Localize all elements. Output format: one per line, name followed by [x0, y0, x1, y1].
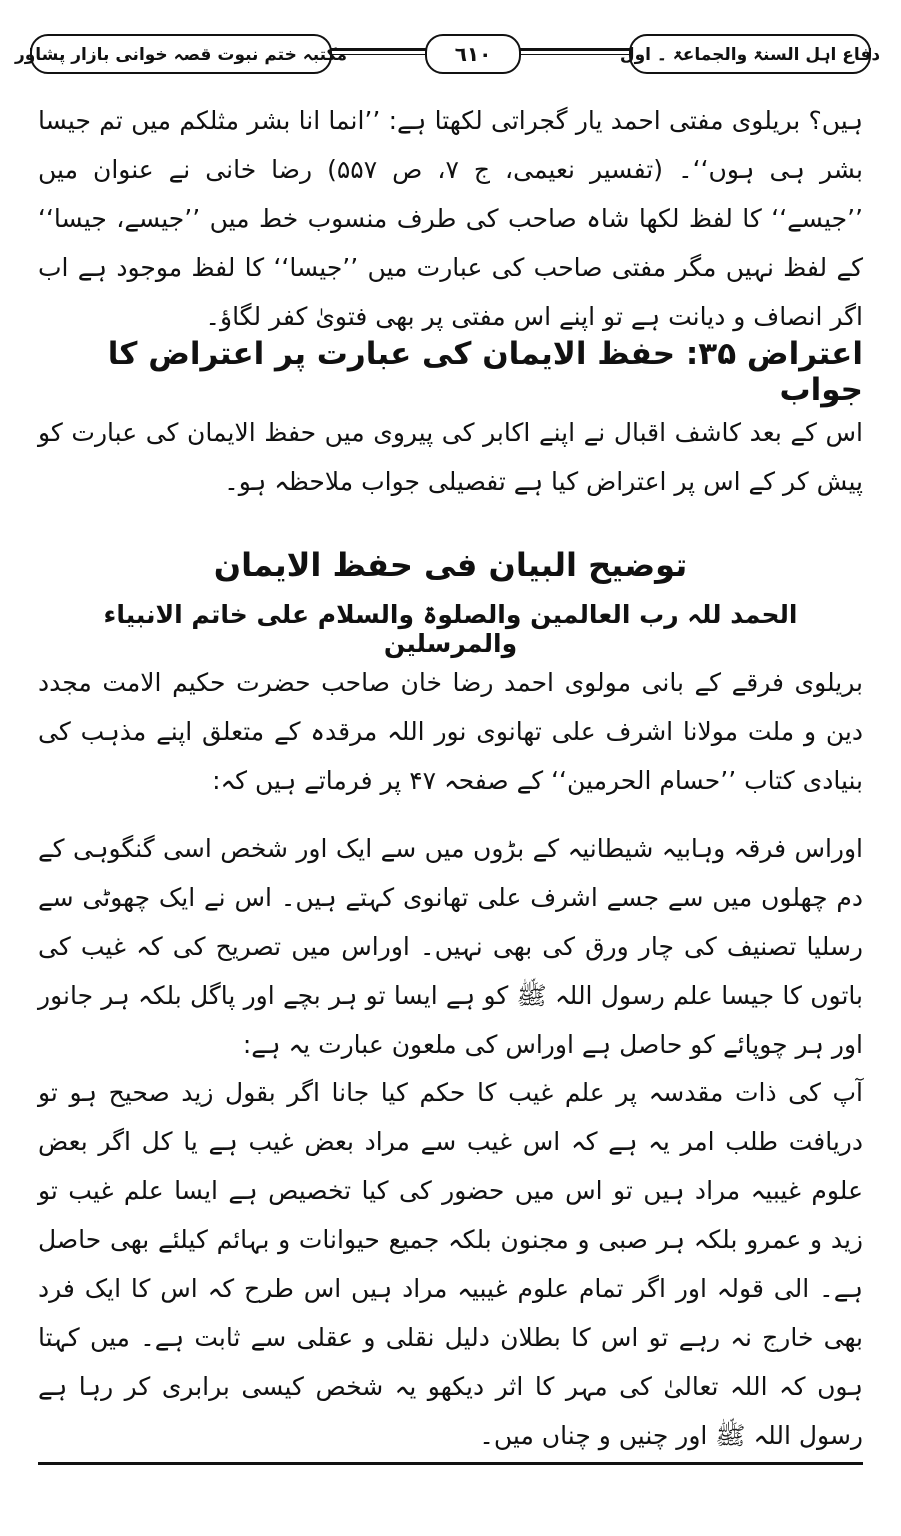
footer-rule	[38, 1462, 863, 1465]
paragraph-quote-hussam: اوراس فرقہ وہابیہ شیطانیہ کے بڑوں میں سے ایک اور شخص اسی گنگوہی کے دم چھلوں میں سے جسے اشرف علی تھانوی کہتے ہیں۔ اس نے ایک چھوٹی سے رسلیا تصنیف کی چار ورق کی بھی نہیں۔ اوراس میں تصریح کی کہ غیب کی باتوں کا جیسا علم رسول اللہ ﷺ کو ہے ایسا تو ہر بچے اور پاگل بلکہ ہر جانور اور ہر چوپائے کو حاصل ہے اوراس کی ملعون عبارت یہ ہے:	[38, 834, 863, 1059]
header-book-title: دفاع اہل السنۃ والجماعۃ ۔ اول	[629, 34, 871, 74]
header-publisher: مکتبہ ختم نبوت قصہ خوانی بازار پشاور	[30, 34, 332, 74]
paragraph-quote-hifz: آپ کی ذات مقدسہ پر علم غیب کا حکم کیا جانا اگر بقول زید صحیح ہو تو دریافت طلب امر یہ ہے کہ اس غیب سے مراد بعض غیب ہے یا کل اگر بعض علوم غیبیہ مراد ہیں تو اس میں حضور کی کیا تخصیص ہے ایسا علم غیب تو زید و عمرو بلکہ ہر صبی و مجنون بلکہ جمیع حیوانات و بہائم کیلئے بھی حاصل ہے۔ الی قولہ اور اگر تمام علوم غیبیہ مراد ہیں اس طرح کہ اس کا ایک فرد بھی خارج نہ رہے تو اس کا بطلان دلیل نقلی و عقلی سے ثابت ہے۔ میں کہتا ہوں کہ اللہ تعالیٰ کی مہر کا اثر دیکھو یہ شخص کیسی برابری کر رہا ہے رسول اللہ ﷺ اور چنیں و چناں میں۔	[38, 1078, 863, 1450]
objection-heading: اعتراض ۳۵: حفظ الایمان کی عبارت پر اعتراض کا جواب	[107, 336, 863, 408]
page-number: ٦١٠	[425, 34, 521, 74]
paragraph-objection-intro: اس کے بعد کاشف اقبال نے اپنے اکابر کی پیروی میں حفظ الایمان کی عبارت کو پیش کر کے اس پر اعتراض کیا ہے تفصیلی جواب ملاحظہ ہو۔	[38, 418, 863, 496]
paragraph-intro: ہیں؟ بریلوی مفتی احمد یار گجراتی لکھتا ہے: ’’انما انا بشر مثلکم میں تم جیسا بشر ہی ہوں‘‘۔ (تفسیر نعیمی، ج ۷، ص ۵۵۷) رضا خانی نے عنوان میں ’’جیسے‘‘ کا لفظ لکھا شاہ صاحب کی طرف منسوب خط میں ’’جیسے، جیسا‘‘ کے لفظ نہیں مگر مفتی صاحب کی عبارت میں ’’جیسا‘‘ کا لفظ موجود ہے اب اگر انصاف و دیانت ہے تو اپنے اس مفتی پر بھی فتویٰ کفر لگاؤ۔	[38, 106, 864, 331]
paragraph-background: بریلوی فرقے کے بانی مولوی احمد رضا خان صاحب حضرت حکیم الامت مجدد دین و ملت مولانا اشرف علی تھانوی نور اللہ مرقدہ کے متعلق اپنے مذہب کی بنیادی کتاب ’’حسام الحرمین‘‘ کے صفحہ ۴۷ پر فرماتے ہیں کہ:	[38, 668, 863, 795]
book-title-heading: توضیح البیان فی حفظ الایمان	[213, 546, 688, 584]
page-header	[14, 30, 881, 80]
invocation-line: الحمد للہ رب العالمین والصلوۃ والسلام علی خاتم الانبیاء والمرسلین	[103, 600, 798, 658]
